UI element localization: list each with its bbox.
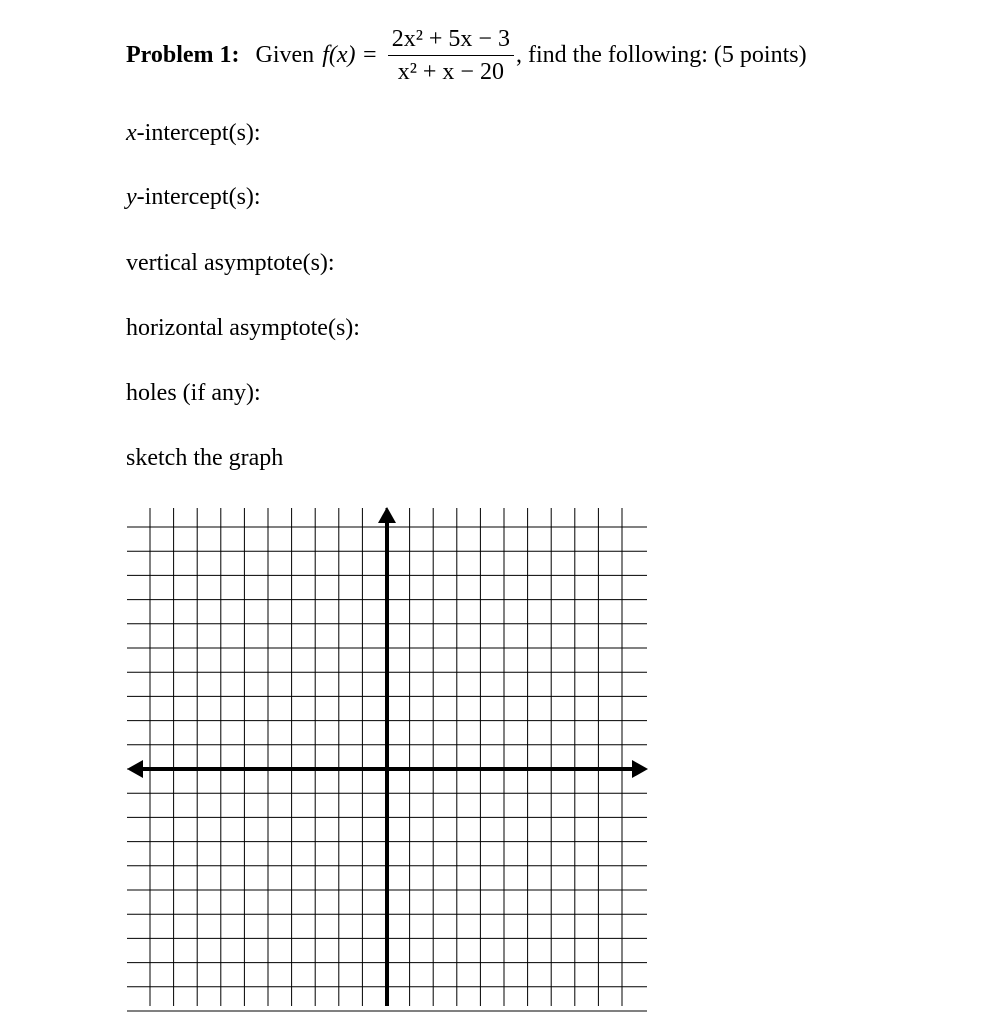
fraction-denominator: x² + x − 20 <box>397 58 504 85</box>
axes <box>127 507 648 1006</box>
y-variable: y <box>126 184 137 210</box>
given-text: Given <box>255 41 315 68</box>
problem-label: Problem 1: <box>126 41 240 68</box>
holes-prompt: holes (if any): <box>126 380 261 406</box>
fraction-numerator: 2x² + 5x − 3 <box>388 25 514 56</box>
instructions-text: find the following: (5 points) <box>527 41 807 68</box>
x-variable: x <box>126 120 137 146</box>
vertical-asymptotes-prompt: vertical asymptote(s): <box>126 250 335 276</box>
x-axis-left-arrow <box>127 760 143 778</box>
horizontal-asymptotes-prompt: horizontal asymptote(s): <box>126 315 360 341</box>
x-axis-right-arrow <box>632 760 648 778</box>
comma: , <box>515 41 522 68</box>
sketch-prompt: sketch the graph <box>126 445 284 471</box>
function-name: f(x) = <box>322 41 378 68</box>
y-intercepts-label: -intercept(s): <box>136 184 261 210</box>
x-intercepts-label: -intercept(s): <box>136 120 261 146</box>
y-axis-up-arrow <box>378 507 396 523</box>
